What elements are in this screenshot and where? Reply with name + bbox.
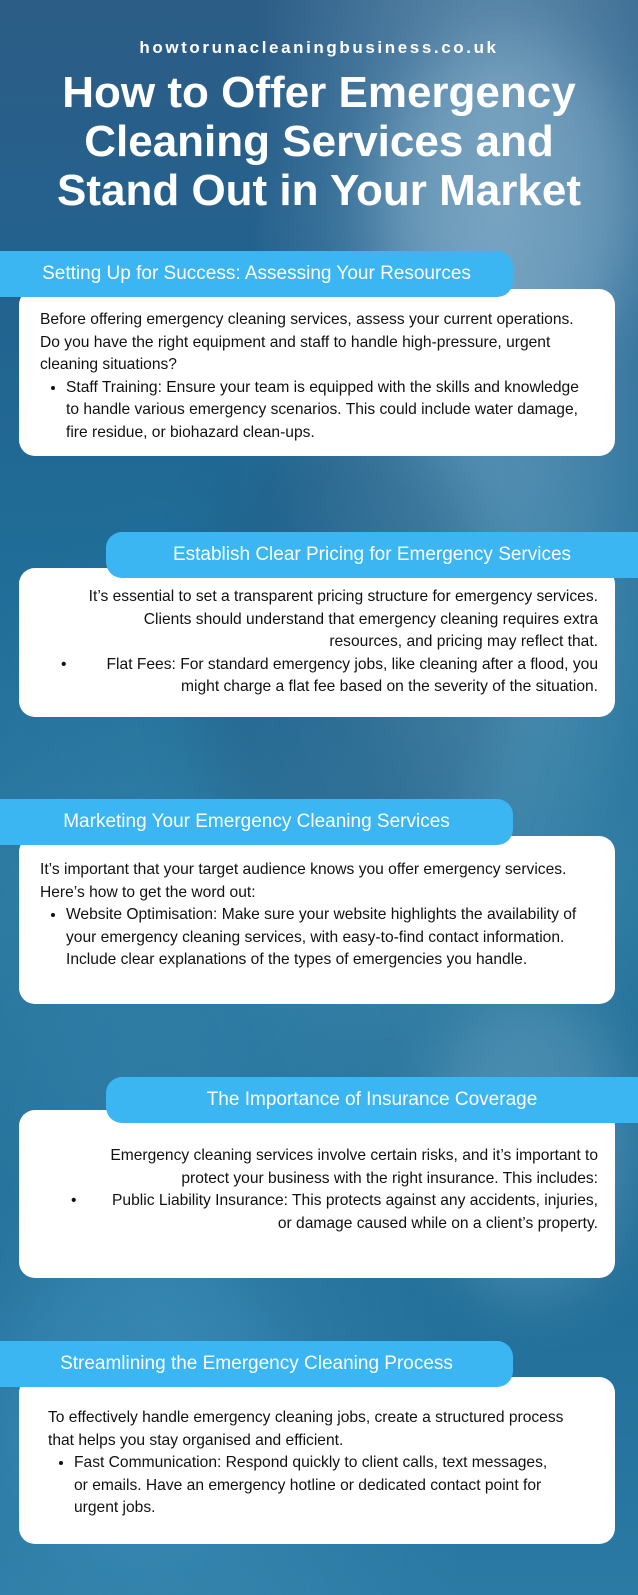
section-card-resources <box>19 289 615 456</box>
section-heading-marketing <box>0 799 513 845</box>
section-heading-insurance <box>106 1077 638 1123</box>
bullet-item: • Website Optimisation: Make sure your website highlights the availability of your emergency cleaning services, with easy-to-find contact information. Include clear explanations of the types of emergencies you handle. <box>66 904 593 972</box>
section-intro: Before offering emergency cleaning services, assess your current operations. Do you have the right equipment and staff to handle high-pressure, urgent cleaning situations? <box>40 311 574 373</box>
section-heading-label: Establish Clear Pricing for Emergency Services <box>172 544 572 565</box>
section-card-process <box>19 1377 615 1544</box>
bullet-item: • Fast Communication: Respond quickly to client calls, text messages, or emails. Have an emergency hotline or dedicated contact point for urgent jobs. <box>74 1452 565 1520</box>
infographic-header <box>0 38 638 215</box>
site-url[interactable]: howtorunacleaningbusiness.co.uk <box>139 38 499 57</box>
section-intro: To effectively handle emergency cleaning jobs, create a structured process that helps you stay organised and efficient. <box>48 1409 564 1449</box>
bullet-item: • Staff Training: Ensure your team is equipped with the skills and knowledge to handle various emergency scenarios. This could include water damage, fire residue, or biohazard clean-ups. <box>66 377 593 445</box>
bullet-list <box>40 377 593 445</box>
section-card-pricing <box>19 568 615 717</box>
section-heading-label: The Importance of Insurance Coverage <box>206 1089 538 1110</box>
section-heading-label: Marketing Your Emergency Cleaning Services <box>63 811 450 832</box>
section-intro: Emergency cleaning services involve certain risks, and it’s important to protect your business with the right insurance. This includes: <box>110 1147 598 1187</box>
bullet-list <box>89 1190 598 1235</box>
page-title: How to Offer Emergency Cleaning Services and Stand Out in Your Market <box>57 68 581 215</box>
bullet-item <box>79 654 598 699</box>
bullet-list <box>48 1452 565 1520</box>
section-card-marketing <box>19 836 615 1004</box>
bullet-item <box>89 1190 598 1235</box>
section-intro: It’s essential to set a transparent pricing structure for emergency services. Clients should understand that emergency cleaning requires extra resources, and pricing may reflect that. <box>88 588 598 650</box>
section-heading-pricing <box>106 532 638 578</box>
section-heading-resources <box>0 251 513 297</box>
bullet-item-text: • Public Liability Insurance: This protects against any accidents, injuries, or damage caused while on a client’s property. <box>112 1192 598 1232</box>
section-heading-process <box>0 1341 513 1387</box>
section-intro: It’s important that your target audience knows you offer emergency services. Here’s how to get the word out: <box>40 861 567 901</box>
section-heading-label: Streamlining the Emergency Cleaning Process <box>60 1353 453 1374</box>
bullet-list <box>79 654 598 699</box>
section-heading-label: Setting Up for Success: Assessing Your Resources <box>42 263 471 284</box>
bullet-list <box>40 904 593 972</box>
section-card-insurance <box>19 1110 615 1278</box>
bullet-item-text: • Flat Fees: For standard emergency jobs, like cleaning after a flood, you might charge a flat fee based on the severity of the situation. <box>107 656 598 696</box>
